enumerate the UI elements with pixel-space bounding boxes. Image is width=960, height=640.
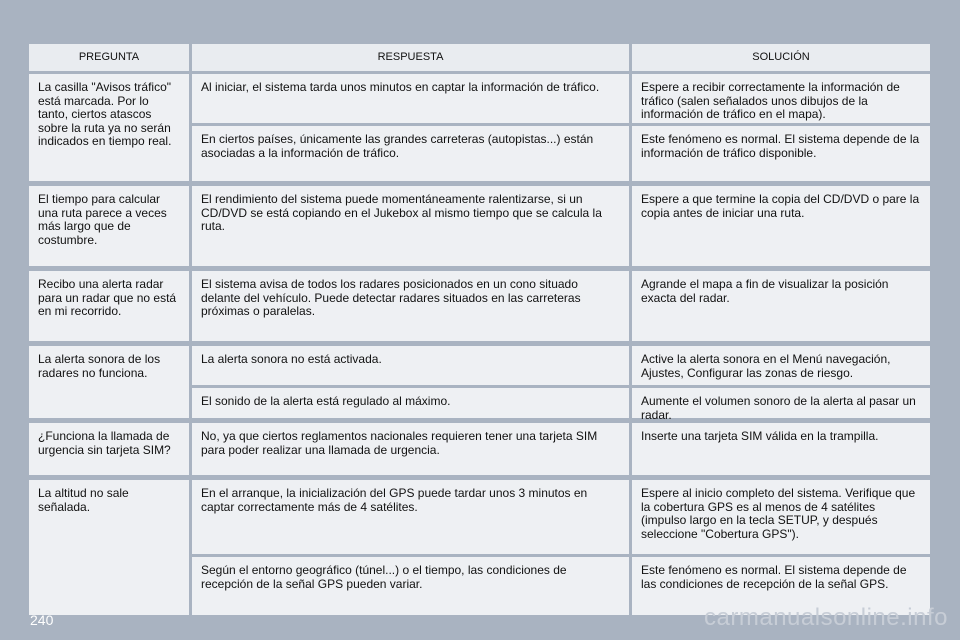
question-cell: La alerta sonora de los radares no funciona. <box>29 346 189 418</box>
question-cell: ¿Funciona la llamada de urgencia sin tarjeta SIM? <box>29 423 189 475</box>
solution-cell: Active la alerta sonora en el Menú navegación, Ajustes, Configurar las zonas de riesgo. <box>632 346 930 385</box>
answer-row <box>192 271 930 341</box>
answer-cell: El sonido de la alerta está regulado al máximo. <box>192 388 629 418</box>
faq-group <box>29 186 930 266</box>
question-cell: La casilla "Avisos tráfico" está marcada. Por lo tanto, ciertos atascos sobre la ruta ya no serán indicados en tiempo real. <box>29 74 189 181</box>
answer-cell: No, ya que ciertos reglamentos nacionales requieren tener una tarjeta SIM para poder realizar una llamada de urgencia. <box>192 423 629 475</box>
table-header <box>29 44 930 71</box>
answers-column <box>192 480 930 615</box>
answers-column <box>192 271 930 341</box>
watermark: carmanualsonline.info <box>704 604 948 631</box>
answers-column <box>192 346 930 422</box>
answer-row <box>192 74 930 123</box>
answer-row <box>192 480 930 554</box>
answer-row <box>192 346 930 385</box>
question-cell: La altitud no sale señalada. <box>29 480 189 615</box>
solution-cell: Inserte una tarjeta SIM válida en la trampilla. <box>632 423 930 475</box>
question-cell: El tiempo para calcular una ruta parece a veces más largo que de costumbre. <box>29 186 189 266</box>
faq-group <box>29 346 930 422</box>
faq-group <box>29 74 930 181</box>
answer-cell: Al iniciar, el sistema tarda unos minutos en captar la información de tráfico. <box>192 74 629 123</box>
answer-cell: El rendimiento del sistema puede momentáneamente ralentizarse, si un CD/DVD se está copiando en el Jukebox al mismo tiempo que se calcula la ruta. <box>192 186 629 266</box>
answers-column <box>192 74 930 181</box>
solution-cell: Espere a recibir correctamente la información de tráfico (salen señalados unos dibujos de la información de tráfico en el mapa). <box>632 74 930 123</box>
answer-cell: En ciertos países, únicamente las grandes carreteras (autopistas...) están asociadas a la información de tráfico. <box>192 126 629 181</box>
header-answer: RESPUESTA <box>192 44 629 71</box>
solution-cell: Este fenómeno es normal. El sistema depende de la información de tráfico disponible. <box>632 126 930 181</box>
page-number: 240 <box>30 612 54 628</box>
header-question: PREGUNTA <box>29 44 189 71</box>
solution-cell: Este fenómeno es normal. El sistema depende de las condiciones de recepción de la señal GPS. <box>632 557 930 615</box>
faq-group <box>29 423 930 475</box>
faq-group <box>29 271 930 341</box>
table-body <box>29 74 930 615</box>
answer-row <box>192 126 930 181</box>
answer-row <box>192 388 930 422</box>
answers-column <box>192 423 930 475</box>
solution-cell: Espere a que termine la copia del CD/DVD o pare la copia antes de iniciar una ruta. <box>632 186 930 266</box>
answer-row <box>192 423 930 475</box>
solution-cell: Aumente el volumen sonoro de la alerta al pasar un radar. <box>632 388 930 418</box>
answer-cell: La alerta sonora no está activada. <box>192 346 629 385</box>
answers-column <box>192 186 930 266</box>
question-cell: Recibo una alerta radar para un radar que no está en mi recorrido. <box>29 271 189 341</box>
solution-cell: Espere al inicio completo del sistema. Verifique que la cobertura GPS es al menos de 4 satélites (impulso largo en la tecla SETUP, y después seleccione "Cobertura GPS"). <box>632 480 930 554</box>
faq-table <box>29 44 930 618</box>
solution-cell: Agrande el mapa a fin de visualizar la posición exacta del radar. <box>632 271 930 341</box>
faq-group <box>29 480 930 615</box>
answer-row <box>192 186 930 266</box>
answer-cell: El sistema avisa de todos los radares posicionados en un cono situado delante del vehículo. Puede detectar radares situados en las carreteras próximas o paralelas. <box>192 271 629 341</box>
answer-cell: En el arranque, la inicialización del GPS puede tardar unos 3 minutos en captar correctamente más de 4 satélites. <box>192 480 629 554</box>
answer-cell: Según el entorno geográfico (túnel...) o el tiempo, las condiciones de recepción de la señal GPS pueden variar. <box>192 557 629 615</box>
header-solution: SOLUCIÓN <box>632 44 930 71</box>
